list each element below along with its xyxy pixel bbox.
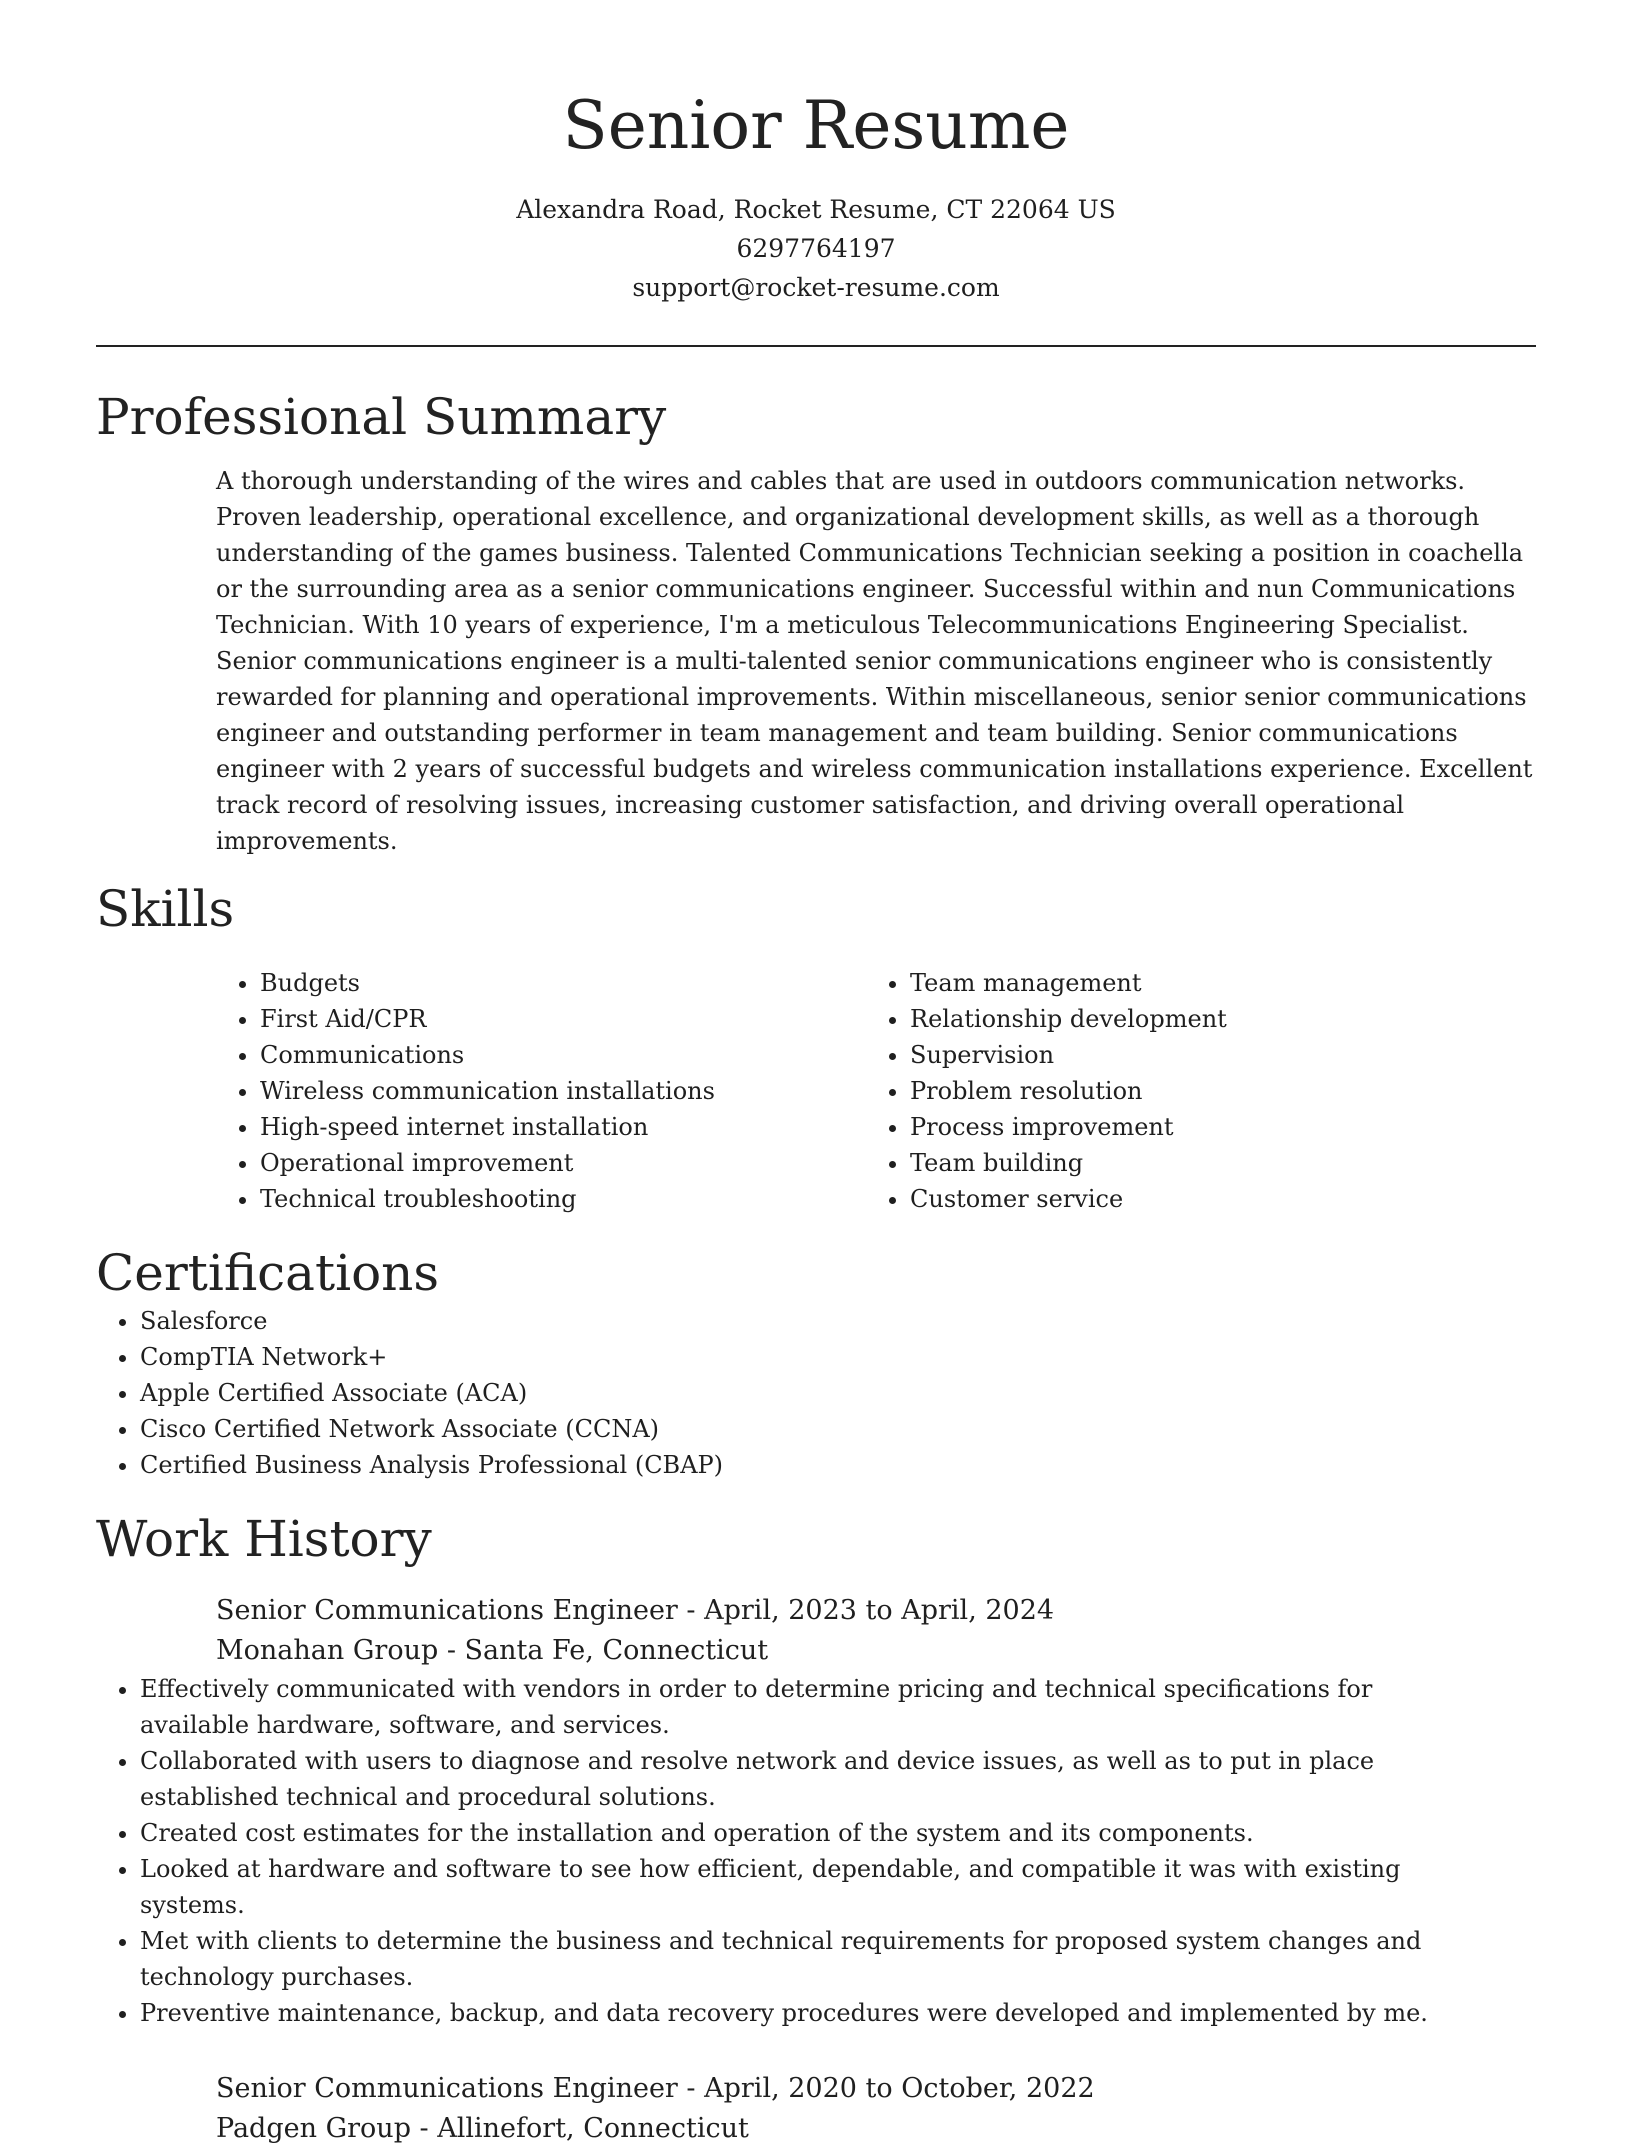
- resume-page: [96, 0, 1536, 2149]
- list-item: • Team management: [910, 965, 1536, 1001]
- skills-grid: [216, 965, 1536, 1217]
- list-item: • Problem resolution: [910, 1073, 1536, 1109]
- list-item: • Created cost estimates for the installation and operation of the system and its components.: [140, 1815, 1460, 1851]
- contact-phone: 6297764197: [736, 234, 896, 263]
- job-duties-list: [96, 1671, 1460, 2031]
- certifications-list: [96, 1303, 1536, 1483]
- work-history-section: [96, 1509, 1536, 2149]
- summary-text: A thorough understanding of the wires and cables that are used in outdoors communication networks. Proven leadership, operational excellence, and organizational development skills, as well as a thorough understanding of the games business. Talented Communications Technician seeking a position in coachella or the surrounding area as a senior communications engineer. Successful within and nun Communications Technician. With 10 years of experience, I'm a meticulous Telecommunications Engineering Specialist. Senior communications engineer is a multi-talented senior communications engineer who is consistently rewarded for planning and operational improvements. Within miscellaneous, senior senior communications engineer and outstanding performer in team management and team building. Senior communications engineer with 2 years of successful budgets and wireless communication installations experience. Excellent track record of resolving issues, increasing customer satisfaction, and driving overall operational improvements.: [216, 467, 1533, 855]
- summary-heading: Professional Summary: [96, 388, 667, 446]
- list-item: • Operational improvement: [260, 1145, 866, 1181]
- list-item: • Supervision: [910, 1037, 1536, 1073]
- list-item: • High-speed internet installation: [260, 1109, 866, 1145]
- list-item: • Collaborated with users to diagnose and resolve network and device issues, as well as to put in place established technical and procedural solutions.: [140, 1743, 1460, 1815]
- list-item: • Wireless communication installations: [260, 1073, 866, 1109]
- list-item: • Effectively communicated with vendors in order to determine pricing and technical specifications for available hardware, software, and services.: [140, 1671, 1460, 1743]
- certifications-heading: Certifications: [96, 1244, 440, 1302]
- list-item: • First Aid/CPR: [260, 1001, 866, 1037]
- resume-header: [96, 0, 1536, 307]
- list-item: • Process improvement: [910, 1109, 1536, 1145]
- list-item: • Technical troubleshooting: [260, 1181, 866, 1217]
- skills-section: [96, 879, 1536, 1217]
- list-item: • Apple Certified Associate (ACA): [140, 1375, 1536, 1411]
- job-entry: [96, 1591, 1536, 2031]
- list-item: • Budgets: [260, 965, 866, 1001]
- list-item: • Certified Business Analysis Professional (CBAP): [140, 1447, 1536, 1483]
- job-entry: [96, 2069, 1536, 2149]
- skills-column-left: [216, 965, 866, 1217]
- certifications-section: [96, 1243, 1536, 1483]
- contact-email: support@rocket-resume.com: [632, 273, 1000, 302]
- list-item: • Preventive maintenance, backup, and data recovery procedures were developed and implemented by me.: [140, 1995, 1460, 2031]
- header-divider: [96, 345, 1536, 347]
- contact-address: Alexandra Road, Rocket Resume, CT 22064 US: [516, 195, 1116, 224]
- job-company-line: Monahan Group - Santa Fe, Connecticut: [216, 1635, 769, 1666]
- contact-block: [96, 190, 1536, 307]
- skills-list-right: [866, 965, 1536, 1217]
- resume-title: Senior Resume: [562, 87, 1070, 164]
- skills-heading: Skills: [96, 880, 235, 938]
- list-item: • Team building: [910, 1145, 1536, 1181]
- list-item: • Met with clients to determine the business and technical requirements for proposed system changes and technology purchases.: [140, 1923, 1460, 1995]
- skills-list-left: [216, 965, 866, 1217]
- list-item: • Customer service: [910, 1181, 1536, 1217]
- work-history-heading: Work History: [96, 1510, 432, 1568]
- job-title-line: Senior Communications Engineer - April, 2023 to April, 2024: [216, 1595, 1055, 1626]
- job-title-line: Senior Communications Engineer - April, 2020 to October, 2022: [216, 2073, 1095, 2104]
- list-item: • Looked at hardware and software to see how efficient, dependable, and compatible it was with existing systems.: [140, 1851, 1460, 1923]
- list-item: • Relationship development: [910, 1001, 1536, 1037]
- list-item: • CompTIA Network+: [140, 1339, 1536, 1375]
- job-company-line: Padgen Group - Allinefort, Connecticut: [216, 2113, 749, 2144]
- skills-column-right: [866, 965, 1536, 1217]
- list-item: • Salesforce: [140, 1303, 1536, 1339]
- summary-section: [96, 387, 1536, 859]
- list-item: • Communications: [260, 1037, 866, 1073]
- list-item: • Cisco Certified Network Associate (CCNA): [140, 1411, 1536, 1447]
